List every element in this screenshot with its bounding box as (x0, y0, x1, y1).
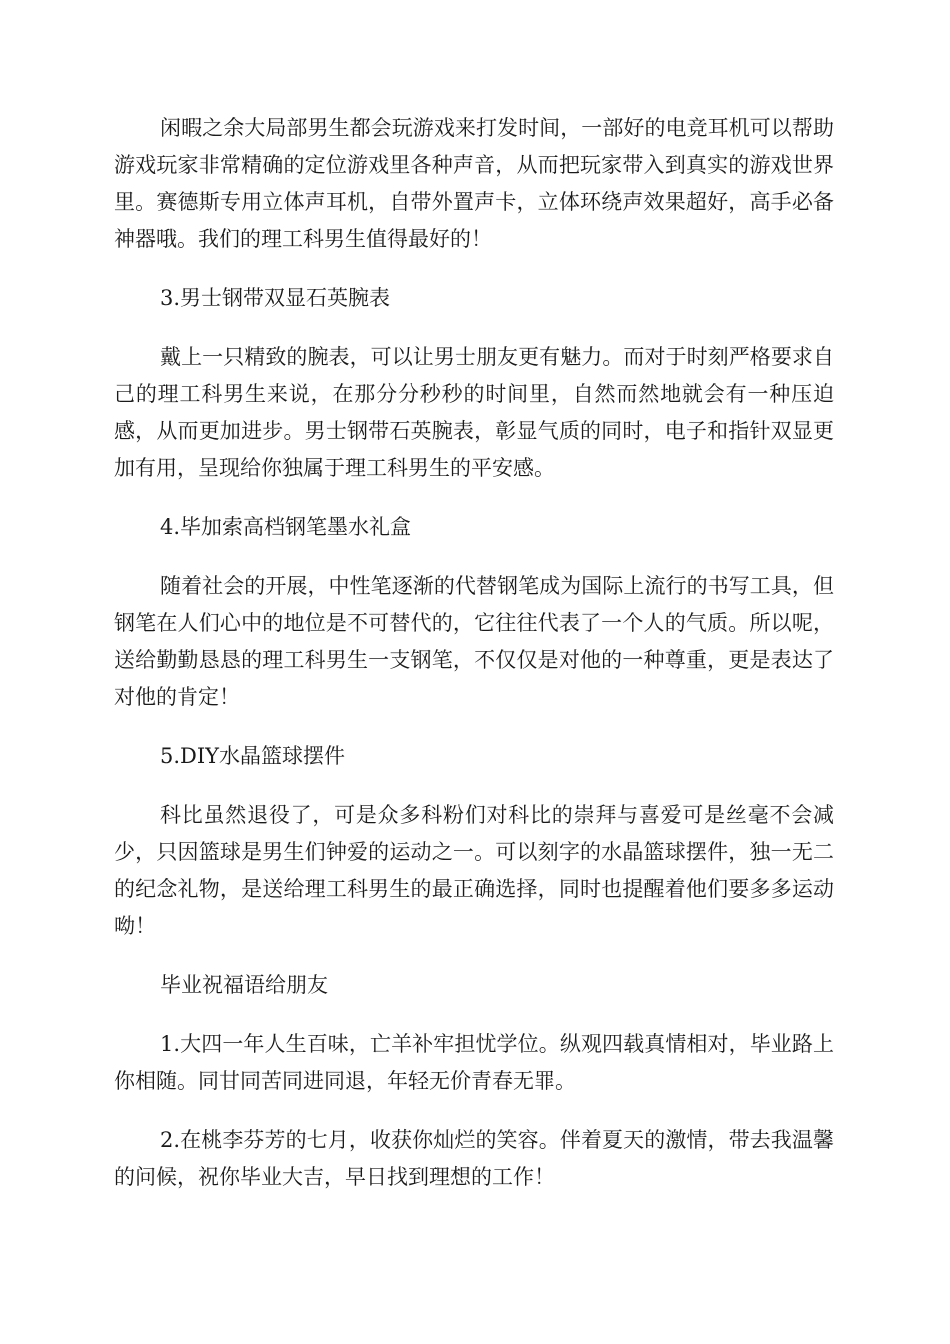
paragraph-fountain-pen: 随着社会的开展，中性笔逐渐的代替钢笔成为国际上流行的书写工具，但钢笔在人们心中的地位是不可替代的，它往往代表了一个人的气质。所以呢，送给勤勤恳恳的理工科男生一支钢笔，不仅仅是对他的一种尊重，更是表达了对他的肯定！ (114, 574, 834, 709)
paragraph-quartz-watch: 戴上一只精致的腕表，可以让男士朋友更有魅力。而对于时刻严格要求自己的理工科男生来说，在那分分秒秒的时间里，自然而然地就会有一种压迫感，从而更加进步。男士钢带石英腕表，彰显气质的同时，电子和指针双显更加有用，呈现给你独属于理工科男生的平安感。 (114, 345, 834, 480)
paragraph-wish-2: 2.在桃李芬芳的七月，收获你灿烂的笑容。伴着夏天的激情，带去我温馨的问候，祝你毕业大吉，早日找到理想的工作！ (114, 1128, 834, 1189)
paragraph-crystal-basketball: 科比虽然退役了，可是众多科粉们对科比的崇拜与喜爱可是丝毫不会减少，只因篮球是男生们钟爱的运动之一。可以刻字的水晶篮球摆件，独一无二的纪念礼物，是送给理工科男生的最正确选择，同时也提醒着他们要多多运动呦！ (114, 803, 834, 938)
paragraph-wish-1: 1.大四一年人生百味，亡羊补牢担忧学位。纵观四载真情相对，毕业路上你相随。同甘同苦同进同退，年轻无价青春无罪。 (114, 1032, 834, 1093)
heading-quartz-watch: 3.男士钢带双显石英腕表 (160, 286, 391, 310)
document-body (114, 110, 834, 1218)
paragraph-gaming-headset: 闲暇之余大局部男生都会玩游戏来打发时间，一部好的电竞耳机可以帮助游戏玩家非常精确的定位游戏里各种声音，从而把玩家带入到真实的游戏世界里。赛德斯专用立体声耳机，自带外置声卡，立体环绕声效果超好，高手必备神器哦。我们的理工科男生值得最好的！ (114, 116, 834, 251)
heading-fountain-pen: 4.毕加索高档钢笔墨水礼盒 (160, 515, 412, 539)
heading-crystal-basketball: 5.DIY水晶篮球摆件 (160, 744, 346, 768)
heading-graduation-wishes: 毕业祝福语给朋友 (160, 973, 328, 997)
